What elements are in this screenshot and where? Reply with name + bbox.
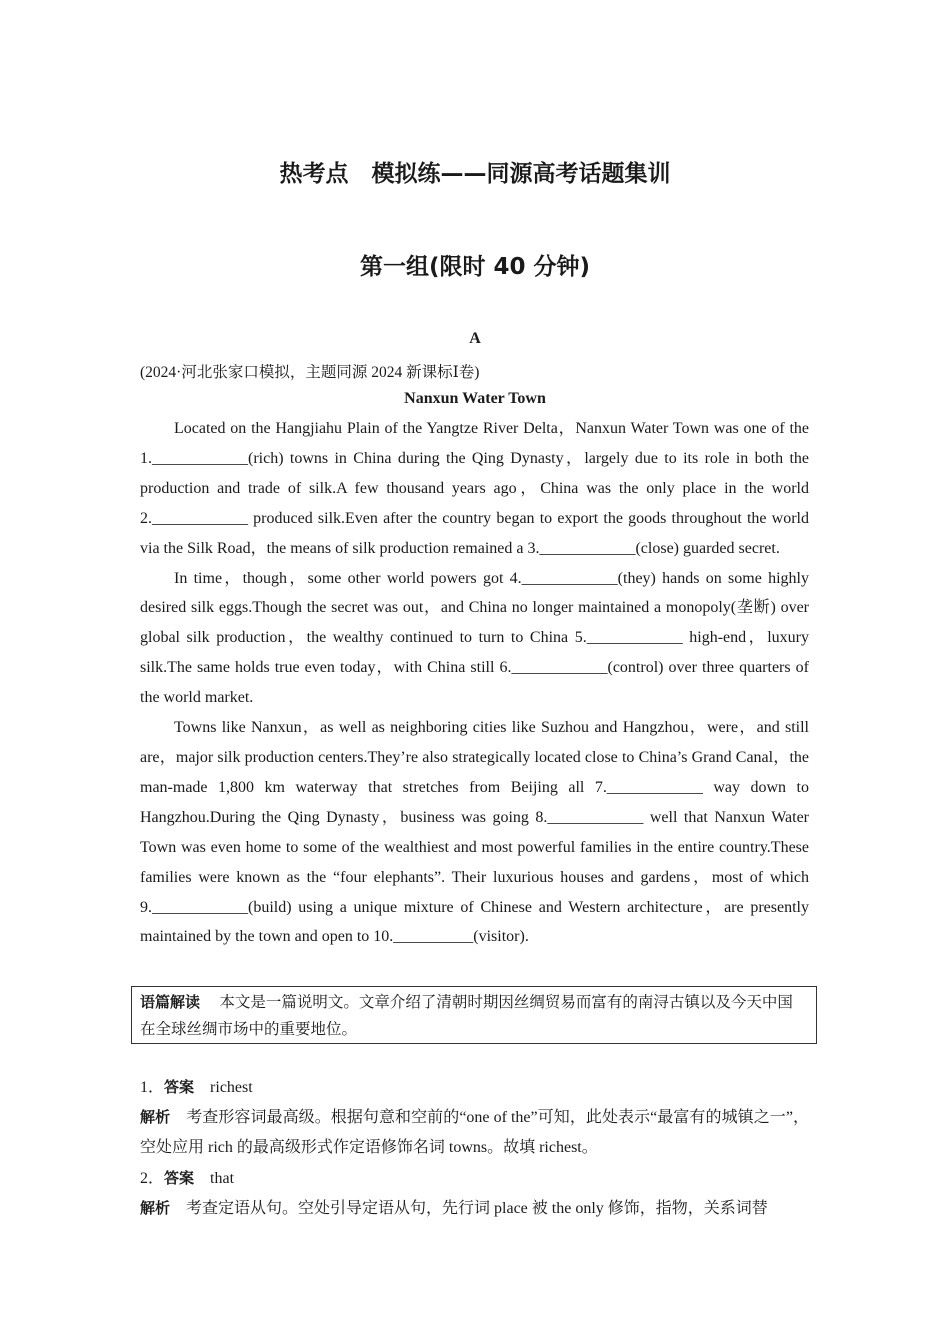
- source-note: (2024·河北张家口模拟，主题同源 2024 新课标Ⅰ卷): [140, 364, 480, 381]
- reading-box-text: 本文是一篇说明文。文章介绍了清朝时期因丝绸贸易而富有的南浔古镇以及今天中国在全球丝绸市场中的重要地位。: [140, 994, 793, 1038]
- paragraph-3: Towns like Nanxun，as well as neighboring cities like Suzhou and Hangzhou，were，and still are，major silk production centers.They’re also strategically located close to China’s Grand Canal，the man-made 1,800 km waterway that stretches from Beijing all 7.____________ way down to Hangzhou.During the Qing Dynasty，business was going 8.____________ well that Nanxun Water Town was even home to some of the wealthiest and most powerful families in the entire country.These families were known as the “four elephants”. Their luxurious houses and gardens，most of which 9.____________(build) using a unique mixture of Chinese and Western architecture，are presently maintained by the town and open to 10.__________(visitor).: [140, 719, 810, 946]
- section-label: A: [469, 330, 481, 347]
- passage-title: Nanxun Water Town: [404, 390, 546, 407]
- analysis-1-block: [140, 1102, 809, 1163]
- group-title: 第一组(限时 40 分钟): [359, 254, 591, 280]
- analysis-1-label: 解析: [140, 1108, 171, 1126]
- reading-box-label: 语篇解读: [140, 993, 201, 1011]
- answer-1-number: 1．: [140, 1079, 165, 1096]
- passage-body: [140, 414, 809, 952]
- paragraph-2: In time，though，some other world powers got 4.____________(they) hands on some highly desired silk eggs.Though the secret was out，and China no longer maintained a monopoly(垄断) over global silk production，the wealthy continued to turn to China 5.____________ high-end，luxury silk.The same holds true even today，with China still 6.____________(control) over three quarters of the world market.: [140, 569, 810, 707]
- answer-1-value: richest: [210, 1079, 253, 1096]
- answer-1-line: [140, 1072, 809, 1103]
- analysis-2-text: 考查定语从句。空处引导定语从句，先行词 place 被 the only 修饰，指物，关系词替: [186, 1200, 768, 1217]
- reading-interpretation-box: [131, 986, 817, 1044]
- analysis-1-text: 考查形容词最高级。根据句意和空前的“one of the”可知，此处表示“最富有的城镇之一”，空处应用 rich 的最高级形式作定语修饰名词 towns。故填 richest。: [140, 1109, 809, 1156]
- analysis-2-block: [140, 1193, 809, 1224]
- paragraph-1: Located on the Hangjiahu Plain of the Yangtze River Delta，Nanxun Water Town was one of the 1.____________(rich) towns in China during the Qing Dynasty，largely due to its role in both the production and trade of silk.A few thousand years ago，China was the only place in the world 2.____________ produced silk.Even after the country began to export the goods throughout the world via the Silk Road，the means of silk production remained a 3.____________(close) guarded secret.: [140, 420, 810, 557]
- document-title: 热考点 模拟练——同源高考话题集训: [279, 161, 671, 187]
- analysis-2-label: 解析: [140, 1199, 171, 1217]
- answer-2-label: 答案: [164, 1169, 195, 1187]
- answer-2-value: that: [210, 1170, 235, 1187]
- answer-1-label: 答案: [164, 1078, 195, 1096]
- answer-2-line: [140, 1163, 809, 1194]
- answer-2-number: 2．: [140, 1170, 165, 1187]
